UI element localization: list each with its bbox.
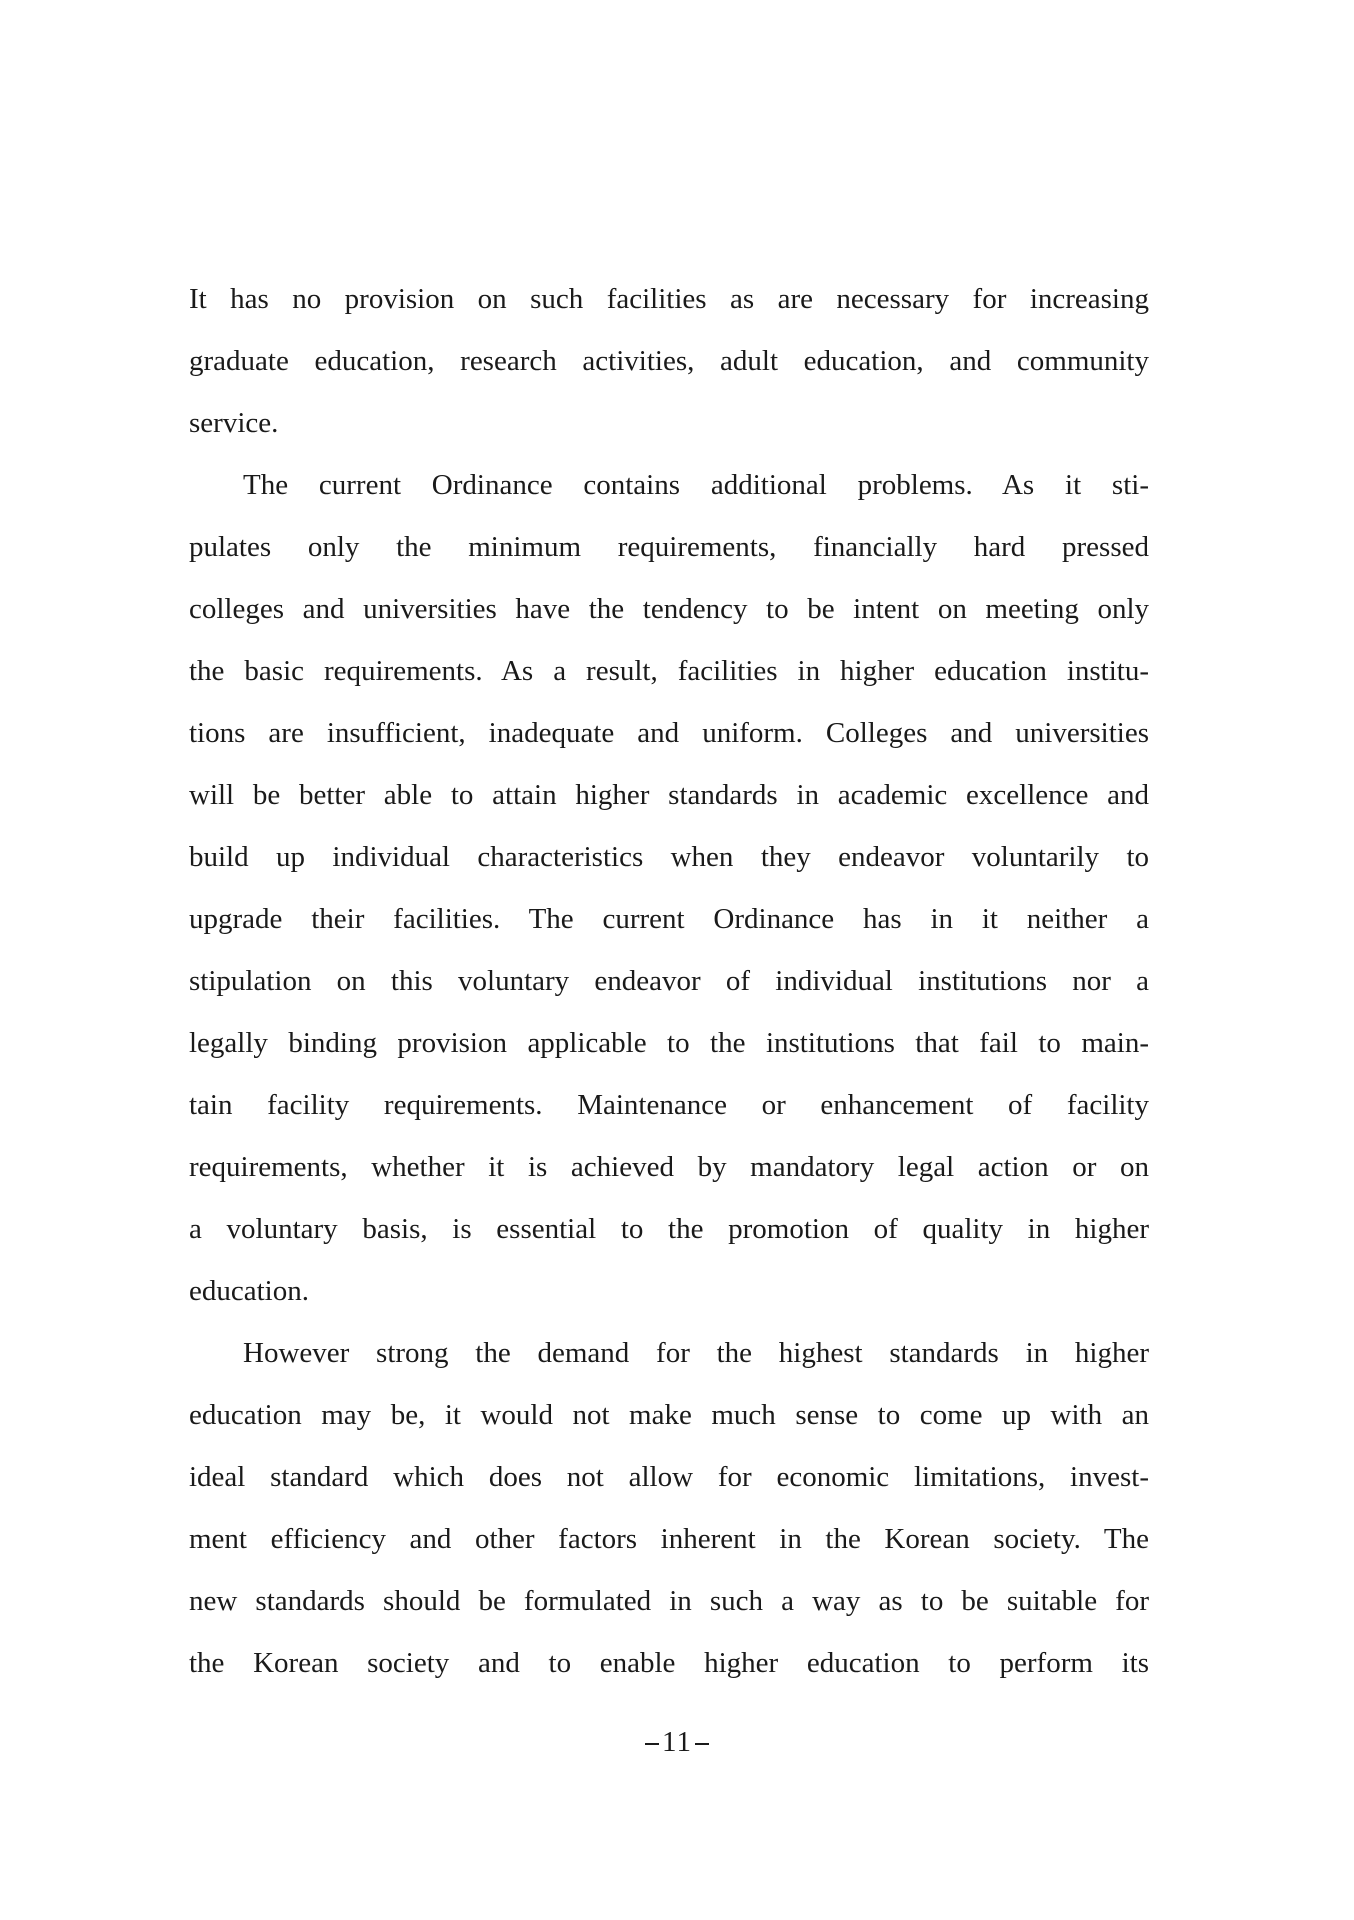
text-line: The current Ordinance contains additional problems. As it sti- — [243, 469, 1149, 501]
text-line: ment efficiency and other factors inherent in the Korean society. The — [189, 1523, 1149, 1555]
text-line: However strong the demand for the highest standards in higher — [243, 1337, 1149, 1369]
text-line: legally binding provision applicable to the institutions that fail to main- — [189, 1027, 1149, 1059]
text-line: stipulation on this voluntary endeavor of individual institutions nor a — [189, 965, 1149, 997]
text-line: education. — [189, 1275, 309, 1307]
paragraph-1 — [189, 268, 1149, 454]
text-line: education may be, it would not make much sense to come up with an — [189, 1399, 1149, 1431]
page-number — [0, 1722, 1354, 1762]
page-number-value: 11 — [662, 1726, 692, 1758]
text-line: graduate education, research activities, adult education, and community — [189, 345, 1149, 377]
text-line: colleges and universities have the tendency to be intent on meeting only — [189, 593, 1149, 625]
dash-left — [645, 1743, 659, 1745]
text-line: upgrade their facilities. The current Ordinance has in it neither a — [189, 903, 1149, 935]
dash-right — [695, 1743, 709, 1745]
text-line: tain facility requirements. Maintenance or enhancement of facility — [189, 1089, 1149, 1121]
text-line: the basic requirements. As a result, facilities in higher education institu- — [189, 655, 1149, 687]
text-line: pulates only the minimum requirements, financially hard pressed — [189, 531, 1149, 563]
text-line: the Korean society and to enable higher education to perform its — [189, 1647, 1149, 1679]
text-line: It has no provision on such facilities as are necessary for increasing — [189, 283, 1149, 315]
text-line: will be better able to attain higher standards in academic excellence and — [189, 779, 1149, 811]
paragraph-2 — [189, 454, 1149, 1322]
text-line: ideal standard which does not allow for economic limitations, invest- — [189, 1461, 1149, 1493]
paragraph-3 — [189, 1322, 1149, 1694]
text-line: service. — [189, 407, 279, 439]
text-line: tions are insufficient, inadequate and uniform. Colleges and universities — [189, 717, 1149, 749]
text-line: new standards should be formulated in such a way as to be suitable for — [189, 1585, 1149, 1617]
text-line: build up individual characteristics when they endeavor voluntarily to — [189, 841, 1149, 873]
body-text — [189, 268, 1149, 1694]
text-line: a voluntary basis, is essential to the promotion of quality in higher — [189, 1213, 1149, 1245]
text-line: requirements, whether it is achieved by mandatory legal action or on — [189, 1151, 1149, 1183]
